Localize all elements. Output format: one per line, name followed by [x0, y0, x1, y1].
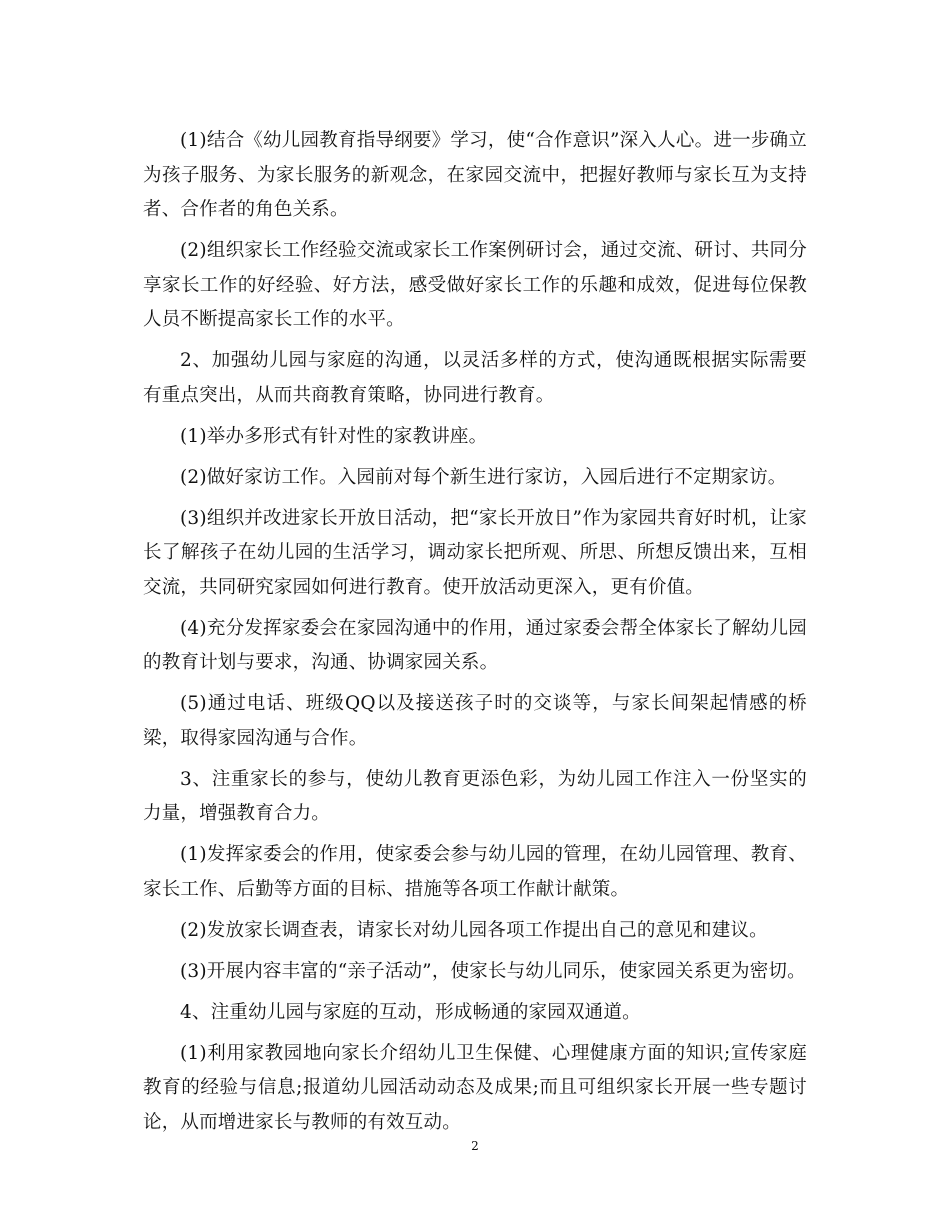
- paragraph: 2、加强幼儿园与家庭的沟通，以灵活多样的方式，使沟通既根据实际需要有重点突出，从而共商教育策略，协同进行教育。: [143, 350, 807, 406]
- paragraph: (2)组织家长工作经验交流或家长工作案例研讨会，通过交流、研讨、共同分享家长工作的好经验、好方法，感受做好家长工作的乐趣和成效，促进每位保教人员不断提高家长工作的水平。: [143, 240, 807, 330]
- paragraph: (1)发挥家委会的作用，使家委会参与幼儿园的管理，在幼儿园管理、教育、家长工作、后勤等方面的目标、措施等各项工作献计献策。: [143, 844, 807, 900]
- document-body: [143, 124, 807, 1147]
- paragraph: 3、注重家长的参与，使幼儿教育更添色彩，为幼儿园工作注入一份坚实的力量，增强教育合力。: [143, 768, 807, 824]
- paragraph: (2)做好家访工作。入园前对每个新生进行家访，入园后进行不定期家访。: [180, 466, 787, 488]
- paragraph: (1)利用家教园地向家长介绍幼儿卫生保健、心理健康方面的知识;宣传家庭教育的经验与信息;报道幼儿园活动动态及成果;而且可组织家长开展一些专题讨论，从而增进家长与教师的有效互动。: [143, 1042, 807, 1133]
- paragraph: 4、注重幼儿园与家庭的互动，形成畅通的家园双通道。: [180, 1001, 641, 1023]
- paragraph: (2)发放家长调查表，请家长对幼儿园各项工作提出自己的意见和建议。: [180, 919, 768, 941]
- paragraph: (3)开展内容丰富的“亲子活动”，使家长与幼儿同乐，使家园关系更为密切。: [180, 960, 806, 982]
- paragraph: (1)举办多形式有针对性的家教讲座。: [180, 425, 488, 447]
- paragraph: (1)结合《幼儿园教育指导纲要》学习，使“合作意识”深入人心。进一步确立为孩子服务、为家长服务的新观念，在家园交流中，把握好教师与家长互为支持者、合作者的角色关系。: [143, 130, 807, 220]
- paragraph: (4)充分发挥家委会在家园沟通中的作用，通过家委会帮全体家长了解幼儿园的教育计划与要求，沟通、协调家园关系。: [143, 617, 807, 673]
- paragraph: (3)组织并改进家长开放日活动，把“家长开放日”作为家园共育好时机，让家长了解孩子在幼儿园的生活学习，调动家长把所观、所思、所想反馈出来，互相交流，共同研究家园如何进行教育。使开放活动更深入，更有价值。: [143, 507, 807, 598]
- paragraph: (5)通过电话、班级QQ以及接送孩子时的交谈等，与家长间架起情感的桥梁，取得家园沟通与合作。: [143, 693, 807, 749]
- page-number: 2: [471, 1139, 479, 1153]
